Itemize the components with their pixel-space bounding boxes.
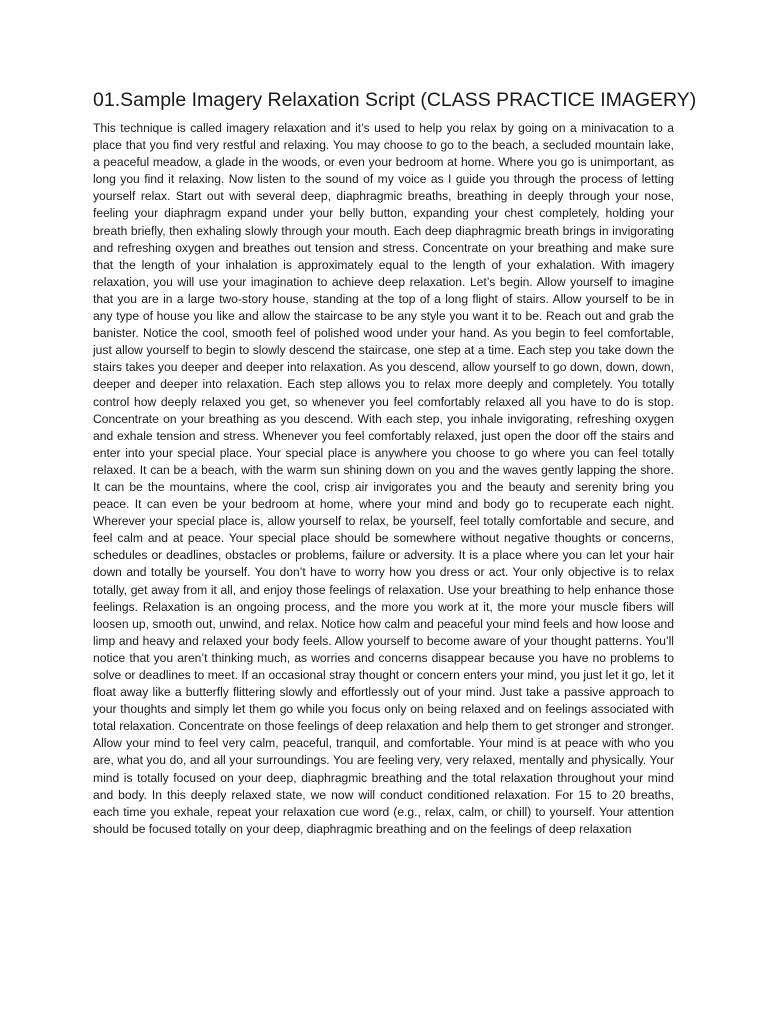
document-body-paragraph: This technique is called imagery relaxation and it’s used to help you relax by going on a minivacation to a place that you find very restful and relaxing. You may choose to go to the beach, a secluded mountain lake, a peaceful meadow, a glade in the woods, or even your bedroom at home. Where you go is unimportant, as long you find it relaxing. Now listen to the sound of my voice as I guide you through the process of letting yourself relax. Start out with several deep, diaphragmic breaths, breathing in deeply through your nose, feeling your diaphragm expand under your belly button, expanding your chest completely, holding your breath briefly, then exhaling slowly through your mouth. Each deep diaphragmic breath brings in invigorating and refreshing oxygen and breathes out tension and stress. Concentrate on your breathing and make sure that the length of your inhalation is approximately equal to the length of your exhalation. With imagery relaxation, you will use your imagination to achieve deep relaxation. Let’s begin. Allow yourself to imagine that you are in a large two-story house, standing at the top of a long flight of stairs. Allow yourself to be in any type of house you like and allow the staircase to be any style you want it to be. Reach out and grab the banister. Notice the cool, smooth feel of polished wood under your hand. As you begin to feel comfortable, just allow yourself to begin to slowly descend the staircase, one step at a time. Each step you take down the stairs takes you deeper and deeper into relaxation. As you descend, allow yourself to go down, down, down, deeper and deeper into relaxation. Each step allows you to relax more deeply and completely. You totally control how deeply relaxed you get, so whenever you feel comfortably relaxed all you have to do is stop. Concentrate on your breathing as you descend. With each step, you inhale invigorating, refreshing oxygen and exhale tension and stress. Whenever you feel comfortably relaxed, just open the door off the stairs and enter into your special place. Your special place is anywhere you choose to go where you can feel totally relaxed. It can be a beach, with the warm sun shining down on you and the waves gently lapping the shore. It can be the mountains, where the cool, crisp air invigorates you and the beauty and serenity bring you peace. It can even be your bedroom at home, where your mind and body go to recuperate each night. Wherever your special place is, allow yourself to relax, be yourself, feel totally comfortable and secure, and feel calm and at peace. Your special place should be somewhere without negative thoughts or concerns, schedules or deadlines, obstacles or problems, failure or adversity. It is a place where you can let your hair down and totally be yourself. You don’t have to worry how you dress or act. Your only objective is to relax totally, get away from it all, and enjoy those feelings of relaxation. Use your breathing to help enhance those feelings. Relaxation is an ongoing process, and the more you work at it, the more your muscle fibers will loosen up, smooth out, unwind, and relax. Notice how calm and peaceful your mind feels and how loose and limp and heavy and relaxed your body feels. Allow yourself to become aware of your thought patterns. You’ll notice that you aren’t thinking much, as worries and concerns disappear because you have no problems to solve or deadlines to meet. If an occasional stray thought or concern enters your mind, you just let it go, let it float away like a butterfly flittering slowly and effortlessly out of your mind. Just take a passive approach to your thoughts and simply let them go while you focus only on being relaxed and on feelings associated with total relaxation. Concentrate on those feelings of deep relaxation and help them to get stronger and stronger. Allow your mind to feel very calm, peaceful, tranquil, and comfortable. Your mind is at peace with who you are, what you do, and all your surroundings. You are feeling very, very relaxed, mentally and physically. Your mind is totally focused on your deep, diaphragmic breathing and the total relaxation throughout your mind and body. In this deeply relaxed state, we now will conduct conditioned relaxation. For 15 to 20 breaths, each time you exhale, repeat your relaxation cue word (e.g., relax, calm, or chill) to yourself. Your attention should be focused totally on your deep, diaphragmic breathing and on the feelings of deep relaxation <box>93 121 674 836</box>
document-title: 01.Sample Imagery Relaxation Script (CLASS PRACTICE IMAGERY) <box>93 89 697 111</box>
